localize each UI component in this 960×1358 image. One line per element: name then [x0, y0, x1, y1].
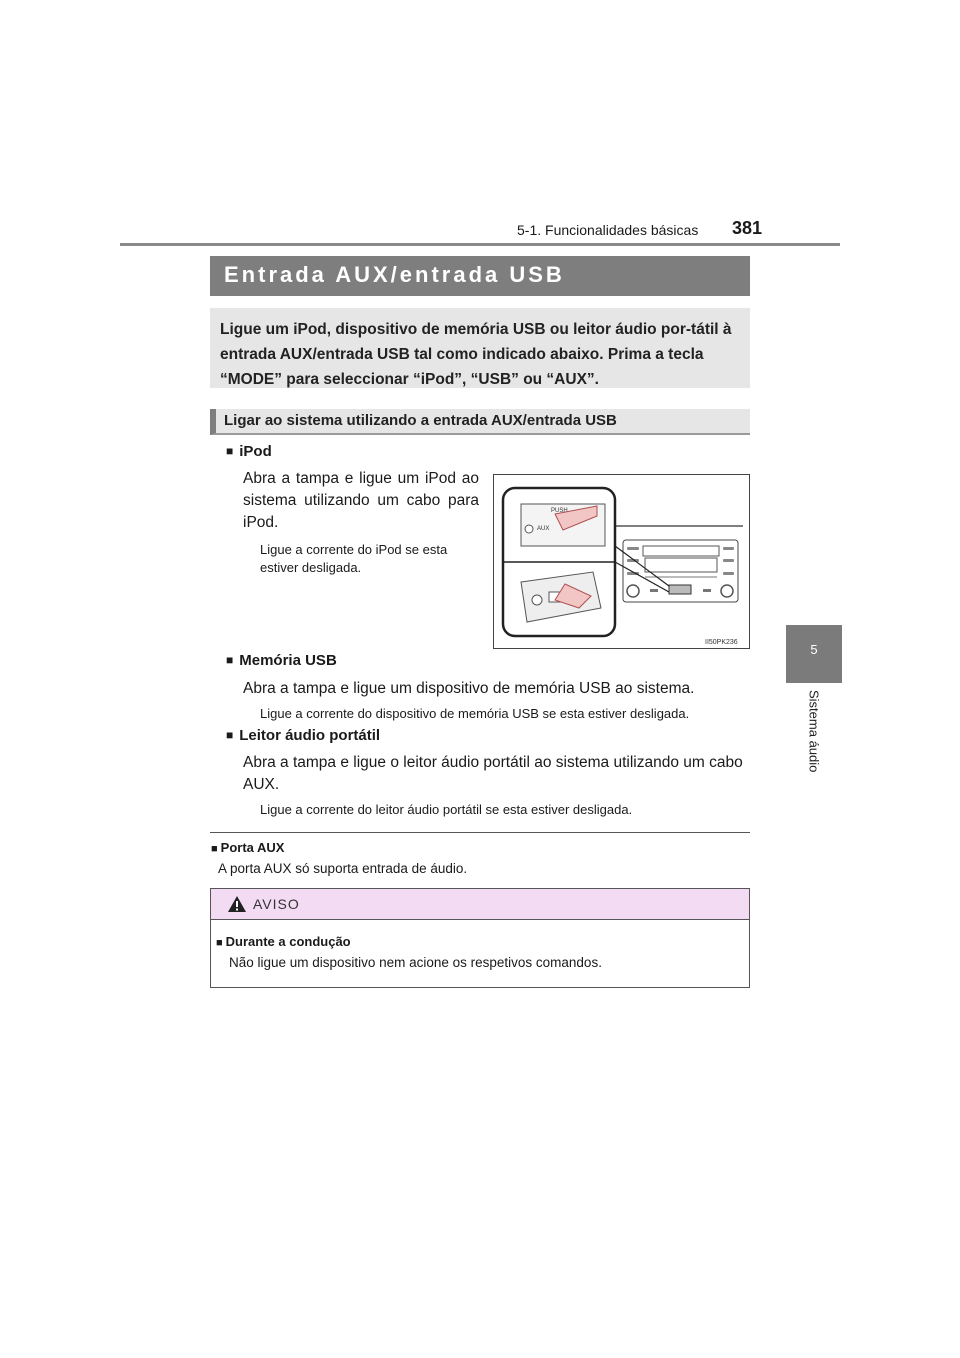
item-heading: Leitor áudio portátil: [239, 727, 381, 744]
warning-header: [211, 889, 749, 920]
item-portable-text: Abra a tampa e ligue o leitor áudio portátil ao sistema utilizando um cabo AUX.: [243, 754, 743, 793]
warning-heading: [216, 934, 351, 949]
page-number: 381: [732, 218, 763, 238]
warning-heading-text: Durante a condução: [225, 934, 351, 949]
aux-label: AUX: [537, 526, 550, 532]
item-ipod-note: Ligue a corrente do iPod se esta estiver desligada.: [260, 542, 448, 575]
item-heading: iPod: [239, 443, 272, 460]
illustration-code: II50PK236: [705, 639, 738, 646]
bullet-icon: ■: [226, 653, 234, 667]
radio-illustration: [493, 474, 750, 649]
info-heading: [211, 840, 284, 855]
title-bar: [210, 256, 750, 296]
info-text: A porta AUX só suporta entrada de áudio.: [218, 861, 468, 876]
info-heading-text: Porta AUX: [220, 840, 285, 855]
page-title: Entrada AUX/entrada USB: [224, 262, 565, 287]
item-heading: Memória USB: [239, 652, 337, 669]
header-rule: [120, 243, 840, 246]
bullet-icon: ■: [226, 728, 234, 742]
chapter-title-wrap: [786, 690, 842, 790]
push-label: PUSH: [551, 508, 568, 514]
item-portable-heading: [226, 727, 380, 745]
bullet-icon: ■: [216, 937, 223, 949]
item-usb-text: Abra a tampa e ligue um dispositivo de memória USB ao sistema.: [243, 680, 695, 697]
item-ipod-heading: [226, 443, 272, 461]
divider: [210, 832, 750, 833]
warning-box: [210, 888, 750, 988]
warning-icon: [227, 895, 247, 913]
bullet-icon: ■: [226, 444, 234, 458]
radio-diagram-image: [493, 474, 750, 649]
bullet-icon: ■: [211, 843, 218, 855]
sub-heading: Ligar ao sistema utilizando a entrada AUX/entrada USB: [210, 409, 750, 435]
section-title: 5-1. Funcionalidades básicas: [517, 222, 699, 238]
item-portable-note: Ligue a corrente do leitor áudio portátil se esta estiver desligada.: [260, 802, 633, 817]
warning-text: Não ligue um dispositivo nem acione os respetivos comandos.: [229, 955, 602, 970]
warning-title: AVISO: [253, 896, 300, 912]
chapter-title: Sistema áudio: [806, 690, 822, 773]
intro-box: Ligue um iPod, dispositivo de memória USB ou leitor áudio por-tátil à entrada AUX/entrada USB tal como indicado abaixo. Prima a tecla “MODE” para seleccionar “iPod”, “USB” ou “AUX”.: [210, 308, 750, 388]
item-usb-heading: [226, 652, 337, 670]
item-ipod-text: Abra a tampa e ligue um iPod ao sistema utilizando um cabo para iPod.: [243, 470, 479, 531]
chapter-number: 5: [810, 642, 818, 657]
item-usb-note: Ligue a corrente do dispositivo de memória USB se esta estiver desligada.: [260, 706, 690, 721]
